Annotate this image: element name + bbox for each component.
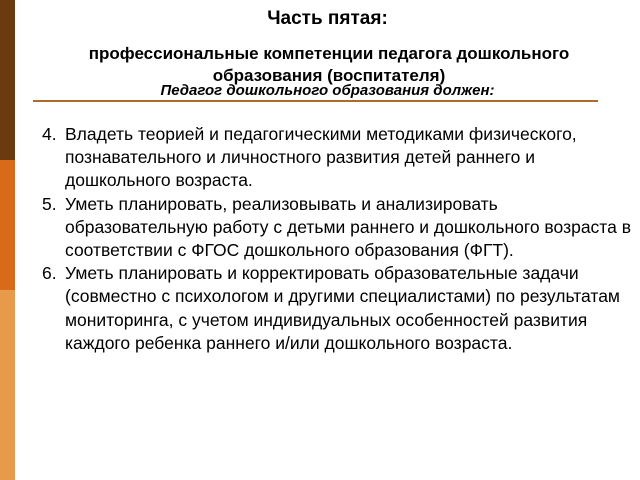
slide-title: Часть пятая:: [267, 8, 388, 29]
title-divider: [33, 100, 598, 102]
competence-list: [42, 123, 634, 355]
sidebar-segment-light: [0, 290, 15, 480]
subtitle-line-2: образования (воспитателя): [212, 66, 446, 85]
item-number: 6.: [42, 263, 57, 284]
item-text: Уметь планировать и корректировать образовательные задачи (совместно с психологом и другими специалистами) по результатам мониторинга, с учетом индивидуальных особенностей развития каждого ребенка раннего и/или дошкольного возраста.: [65, 263, 620, 353]
subtitle-line-1: профессиональные компетенции педагога дошкольного: [88, 44, 570, 63]
item-number: 4.: [42, 124, 57, 144]
item-text: Владеть теорией и педагогическими методиками физического, познавательного и личностного развития детей раннего и дошкольного возраста.: [65, 124, 577, 191]
sidebar-segment-mid: [0, 160, 15, 290]
list-item: [42, 193, 634, 263]
item-number: 5.: [42, 193, 57, 214]
sidebar-segment-dark: [0, 0, 15, 160]
item-text: Уметь планировать, реализовывать и анализировать образовательную работу с детьми раннего и дошкольного возраста в соответствии с ФГОС дошкольного образования (ФГТ).: [65, 193, 632, 261]
lead-text: Педагог дошкольного образования должен:: [160, 82, 495, 99]
sidebar-decoration: [0, 0, 15, 480]
list-item: [42, 262, 634, 355]
list-item: [42, 123, 634, 193]
slide-subtitle: [18, 43, 640, 87]
